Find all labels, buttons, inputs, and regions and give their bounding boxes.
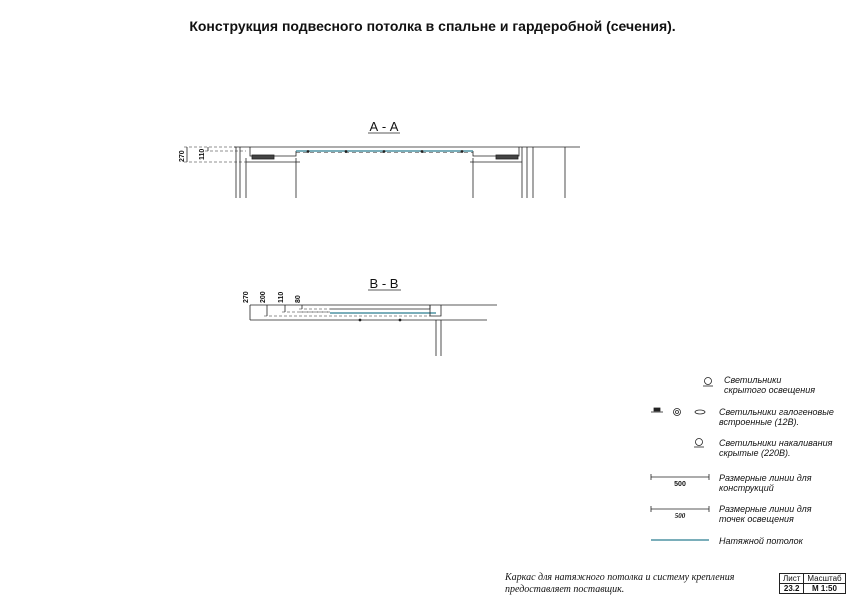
section-b-b-label: В - В <box>369 276 399 291</box>
scale-value: М 1:50 <box>804 584 845 594</box>
incandescent-hidden-icon <box>694 439 704 448</box>
dimension-label: 110 <box>199 148 206 160</box>
light-fixture-left <box>252 155 274 159</box>
dimension-label: 80 <box>295 295 302 303</box>
halogen-ring-icon <box>674 409 681 416</box>
sheet-label: Лист <box>780 574 804 584</box>
spot-point <box>359 319 361 321</box>
legend-stretch-ceiling: Натяжной потолок <box>719 536 803 546</box>
legend-dim-construction: Размерные линии для конструкций <box>719 473 812 493</box>
spot-point <box>421 151 423 153</box>
section-a-a-label: А - А <box>369 119 399 134</box>
spot-point <box>461 151 463 153</box>
sheet-value: 23.2 <box>780 584 804 594</box>
section-a-a <box>179 119 580 198</box>
legend-halogen: Светильники галогеновые встроенные (12В). <box>719 407 834 427</box>
dimension-label: 270 <box>179 150 186 162</box>
spot-point <box>307 151 309 153</box>
legend-dim-lighting: Размерные линии для точек освещения <box>719 504 812 524</box>
spot-point <box>399 319 401 321</box>
dimension-construction-sample <box>651 474 709 488</box>
dimension-label: 200 <box>260 291 267 303</box>
scale-label: Масштаб <box>804 574 845 584</box>
spot-point <box>383 151 385 153</box>
dimension-lighting-value: 500 <box>674 512 686 520</box>
legend-symbols <box>651 378 713 541</box>
section-b-b <box>243 276 497 356</box>
dimension-lighting-sample <box>651 506 709 520</box>
supplier-note: Каркас для натяжного потолка и систему крепления предоставляет поставщик. <box>505 572 735 595</box>
halogen-recessed-icon <box>651 408 663 412</box>
light-fixture-right <box>496 155 518 159</box>
dimension-label: 110 <box>278 291 285 303</box>
dimension-label: 270 <box>243 291 250 303</box>
halogen-flat-icon <box>695 410 705 414</box>
page-title: Конструкция подвесного потолка в спальне и гардеробной (сечения). <box>189 18 676 34</box>
profile-bracket <box>430 305 441 316</box>
dimension-construction-value: 500 <box>674 481 686 488</box>
legend-incandescent: Светильники накаливания скрытые (220В). <box>719 438 833 458</box>
hidden-light-icon <box>703 378 713 387</box>
frame-profile <box>330 305 430 309</box>
title-stamp <box>779 573 846 594</box>
spot-point <box>345 151 347 153</box>
legend-hidden-light: Светильники скрытого освещения <box>724 375 816 395</box>
